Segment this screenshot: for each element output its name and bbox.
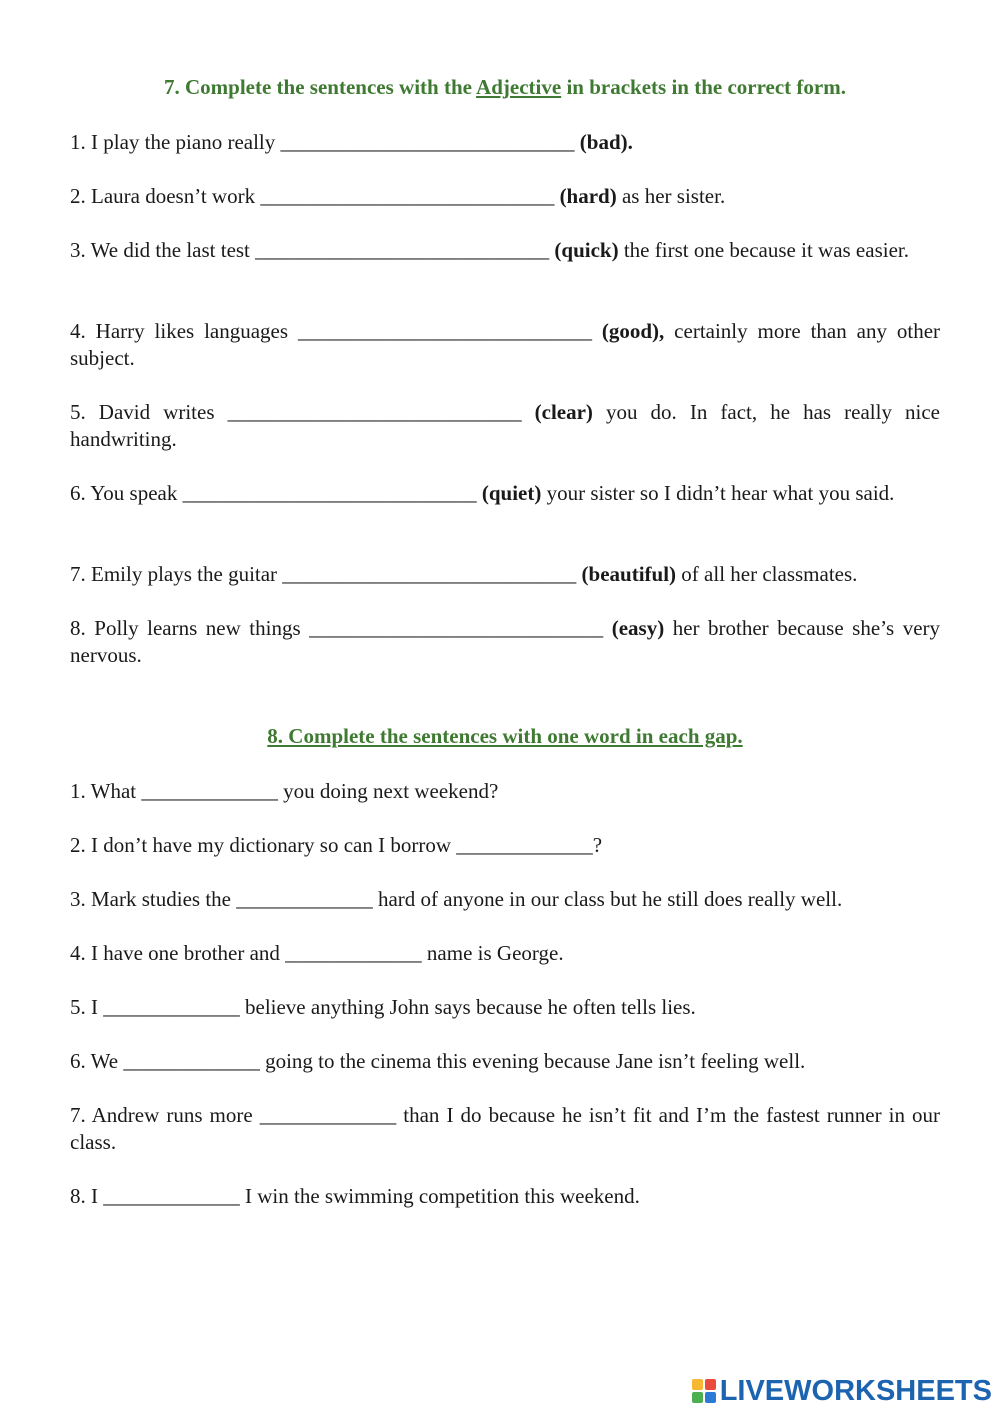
question-text: certainly more than any other subject. bbox=[70, 319, 941, 370]
question-text: her brother because she’s very nervous. bbox=[70, 616, 941, 667]
question-text: ? bbox=[592, 833, 603, 857]
question-7-2 bbox=[70, 183, 940, 210]
question-text: 7. Andrew runs more bbox=[70, 1103, 260, 1127]
answer-blank[interactable]: ____________________________ bbox=[282, 562, 577, 586]
answer-blank[interactable]: ____________________________ bbox=[280, 130, 575, 154]
question-7-3 bbox=[70, 237, 940, 264]
heading-keyword: Adjective bbox=[476, 75, 562, 99]
answer-blank[interactable]: _____________ bbox=[236, 887, 373, 911]
brand-name: LIVEWORKSHEETS bbox=[719, 1374, 992, 1407]
adjective-hint: (hard) bbox=[559, 184, 617, 208]
question-text: hard of anyone in our class but he still does really well. bbox=[372, 887, 843, 911]
question-text: 3. We did the last test bbox=[70, 238, 256, 262]
question-text: of all her classmates. bbox=[676, 562, 858, 586]
question-text: 4. I have one brother and bbox=[70, 941, 286, 965]
adjective-hint: (bad). bbox=[579, 130, 633, 154]
question-text: you do. In fact, he has really nice handwriting. bbox=[70, 400, 940, 451]
question-8-8 bbox=[70, 1183, 940, 1210]
question-text: as her sister. bbox=[616, 184, 726, 208]
adjective-hint: (good), bbox=[601, 319, 665, 343]
question-7-1 bbox=[70, 129, 940, 156]
question-text: 1. I play the piano really bbox=[70, 130, 281, 154]
question-text: you doing next weekend? bbox=[277, 779, 499, 803]
section-7-heading bbox=[70, 75, 940, 100]
question-7-8 bbox=[70, 615, 940, 669]
answer-blank[interactable]: _____________ bbox=[259, 1103, 397, 1127]
question-text: 3. Mark studies the bbox=[70, 887, 237, 911]
question-text: 5. David writes bbox=[70, 400, 228, 424]
answer-blank[interactable]: _____________ bbox=[103, 1184, 240, 1208]
answer-blank[interactable]: ____________________________ bbox=[227, 400, 522, 424]
question-text: 8. Polly learns new things bbox=[70, 616, 310, 640]
liveworksheets-brand[interactable] bbox=[692, 1373, 992, 1409]
heading-text: 7. Complete the sentences with the bbox=[164, 75, 477, 99]
question-8-7 bbox=[70, 1102, 940, 1156]
section-8-heading: 8. Complete the sentences with one word in each gap. bbox=[267, 724, 743, 748]
question-text: going to the cinema this evening because Jane isn’t feeling well. bbox=[259, 1049, 806, 1073]
adjective-hint: (beautiful) bbox=[581, 562, 677, 586]
answer-blank[interactable]: _____________ bbox=[285, 941, 422, 965]
logo-square bbox=[705, 1392, 716, 1403]
heading-text: in brackets in the correct form. bbox=[561, 75, 846, 99]
logo-square bbox=[692, 1379, 703, 1390]
answer-blank[interactable]: ____________________________ bbox=[297, 319, 592, 343]
answer-blank[interactable]: _____________ bbox=[141, 779, 278, 803]
answer-blank[interactable]: _____________ bbox=[103, 995, 240, 1019]
question-8-5 bbox=[70, 994, 940, 1021]
logo-square bbox=[705, 1379, 716, 1390]
adjective-hint: (quick) bbox=[554, 238, 619, 262]
question-text: believe anything John says because he often tells lies. bbox=[239, 995, 696, 1019]
question-text: than I do because he isn’t fit and I’m the fastest runner in our class. bbox=[70, 1103, 940, 1154]
adjective-hint: (easy) bbox=[611, 616, 665, 640]
adjective-hint: (quiet) bbox=[481, 481, 542, 505]
question-text: 1. What bbox=[70, 779, 142, 803]
question-8-1 bbox=[70, 778, 940, 805]
answer-blank[interactable]: ____________________________ bbox=[309, 616, 604, 640]
question-text: 2. Laura doesn’t work bbox=[70, 184, 261, 208]
question-8-3 bbox=[70, 886, 940, 913]
question-7-4 bbox=[70, 318, 940, 372]
question-text: 4. Harry likes languages bbox=[70, 319, 298, 343]
answer-blank[interactable]: _____________ bbox=[123, 1049, 260, 1073]
liveworksheets-logo-icon bbox=[692, 1379, 716, 1403]
question-text: I win the swimming competition this weekend. bbox=[239, 1184, 640, 1208]
adjective-hint: (clear) bbox=[534, 400, 593, 424]
question-text: 8. I bbox=[70, 1184, 104, 1208]
question-8-6 bbox=[70, 1048, 940, 1075]
question-7-5 bbox=[70, 399, 940, 453]
question-text: 2. I don’t have my dictionary so can I borrow bbox=[70, 833, 457, 857]
answer-blank[interactable]: ____________________________ bbox=[255, 238, 550, 262]
question-text: 5. I bbox=[70, 995, 104, 1019]
question-text: your sister so I didn’t hear what you said. bbox=[541, 481, 895, 505]
answer-blank[interactable]: ____________________________ bbox=[182, 481, 477, 505]
question-text: 7. Emily plays the guitar bbox=[70, 562, 283, 586]
question-text: the first one because it was easier. bbox=[618, 238, 909, 262]
answer-blank[interactable]: ____________________________ bbox=[260, 184, 555, 208]
question-text: 6. We bbox=[70, 1049, 124, 1073]
question-8-2 bbox=[70, 832, 940, 859]
question-text: name is George. bbox=[421, 941, 564, 965]
question-text: 6. You speak bbox=[70, 481, 183, 505]
question-7-7 bbox=[70, 561, 940, 588]
question-8-4 bbox=[70, 940, 940, 967]
answer-blank[interactable]: _____________ bbox=[456, 833, 593, 857]
question-7-6 bbox=[70, 480, 940, 507]
logo-square bbox=[692, 1392, 703, 1403]
